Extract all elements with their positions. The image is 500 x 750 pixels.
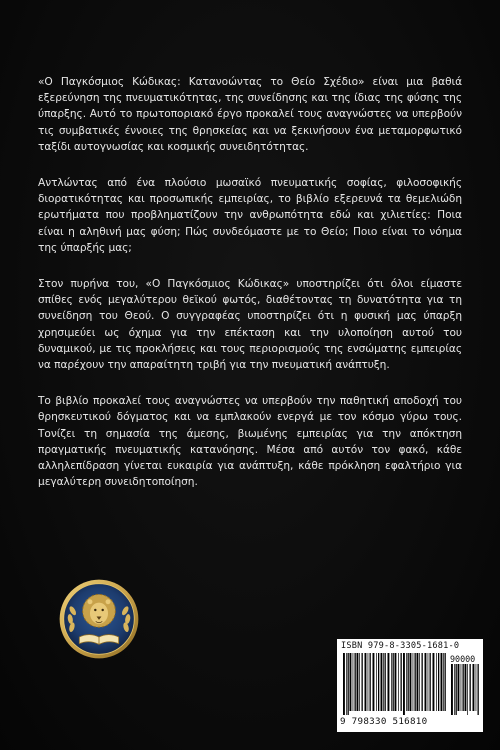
blurb-paragraph-3: Στον πυρήνα του, «Ο Παγκόσμιος Κώδικας» υποστηρίζει ότι όλοι είμαστε σπίθες ενός μεγαλύτερου θεϊκού φωτός, διαθέτοντας τη δυνατότητα για τη συνείδηση του Θεού. Ο συγγραφέας υποστηρίζει ότι η φυσική μας ύπαρξη χρησιμεύει ως όχημα για την επέκταση και την υλοποίηση αυτού του δυναμικού, με τις προκλήσεις και τους περιορισμούς της ενσώματης εμπειρίας να παρέχουν την απαραίτητη τριβή για την πνευματική ανάπτυξη. bbox=[38, 278, 462, 372]
price-code: 90000 bbox=[450, 654, 476, 664]
barcode-bars bbox=[343, 653, 447, 715]
blurb-paragraph-2: Αντλώντας από ένα πλούσιο μωσαϊκό πνευματικής σοφίας, φιλοσοφικής διορατικότητας και προσωπικής εμπειρίας, το βιβλίο εξερευνά τα θεμελιώδη ερωτήματα που προβληματίζουν την ανθρωπότητα εδώ και χιλιετίες: Ποια είναι η αληθινή μας φύση; Πώς συνδεόμαστε με το Θείο; Ποιο είναι το νόημα της ύπαρξής μας; bbox=[38, 177, 462, 254]
lion-book-seal-icon bbox=[58, 578, 140, 660]
barcode-digits: 9 798330 516810 bbox=[340, 716, 428, 727]
addon-barcode-bars bbox=[451, 664, 479, 715]
blurb-paragraph-1: «Ο Παγκόσμιος Κώδικας: Κατανοώντας το Θείο Σχέδιο» είναι μια βαθιά εξερεύνηση της πνευματικότητας, της συνείδησης και της ίδιας της φύσης της ύπαρξης. Αυτό το πρωτοποριακό έργο προκαλεί τους αναγνώστες να υπερβούν τις συμβατικές έννοιες της θρησκείας και να ξεκινήσουν ένα μεταμορφωτικό ταξίδι αυτογνωσίας και κοσμικής συνειδητότητας. bbox=[38, 76, 462, 153]
blurb-paragraph-4: Το βιβλίο προκαλεί τους αναγνώστες να υπερβούν την παθητική αποδοχή του θρησκευτικού δόγματος και να εμπλακούν ενεργά με τον κόσμο γύρω τους. Τονίζει τη σημασία της άμεσης, βιωμένης εμπειρίας για την απόκτηση πραγματικής πνευματικής κατανόησης. Μέσα από αυτόν τον φακό, κάθε αλληλεπίδραση γίνεται ευκαιρία για ανάπτυξη, κάθε πρόκληση εφαλτήριο για μεγαλύτερη συνειδητοποίηση. bbox=[38, 395, 462, 489]
isbn-label: ISBN 979-8-3305-1681-0 bbox=[341, 641, 460, 651]
blurb-text bbox=[38, 74, 462, 510]
isbn-barcode bbox=[337, 639, 483, 732]
